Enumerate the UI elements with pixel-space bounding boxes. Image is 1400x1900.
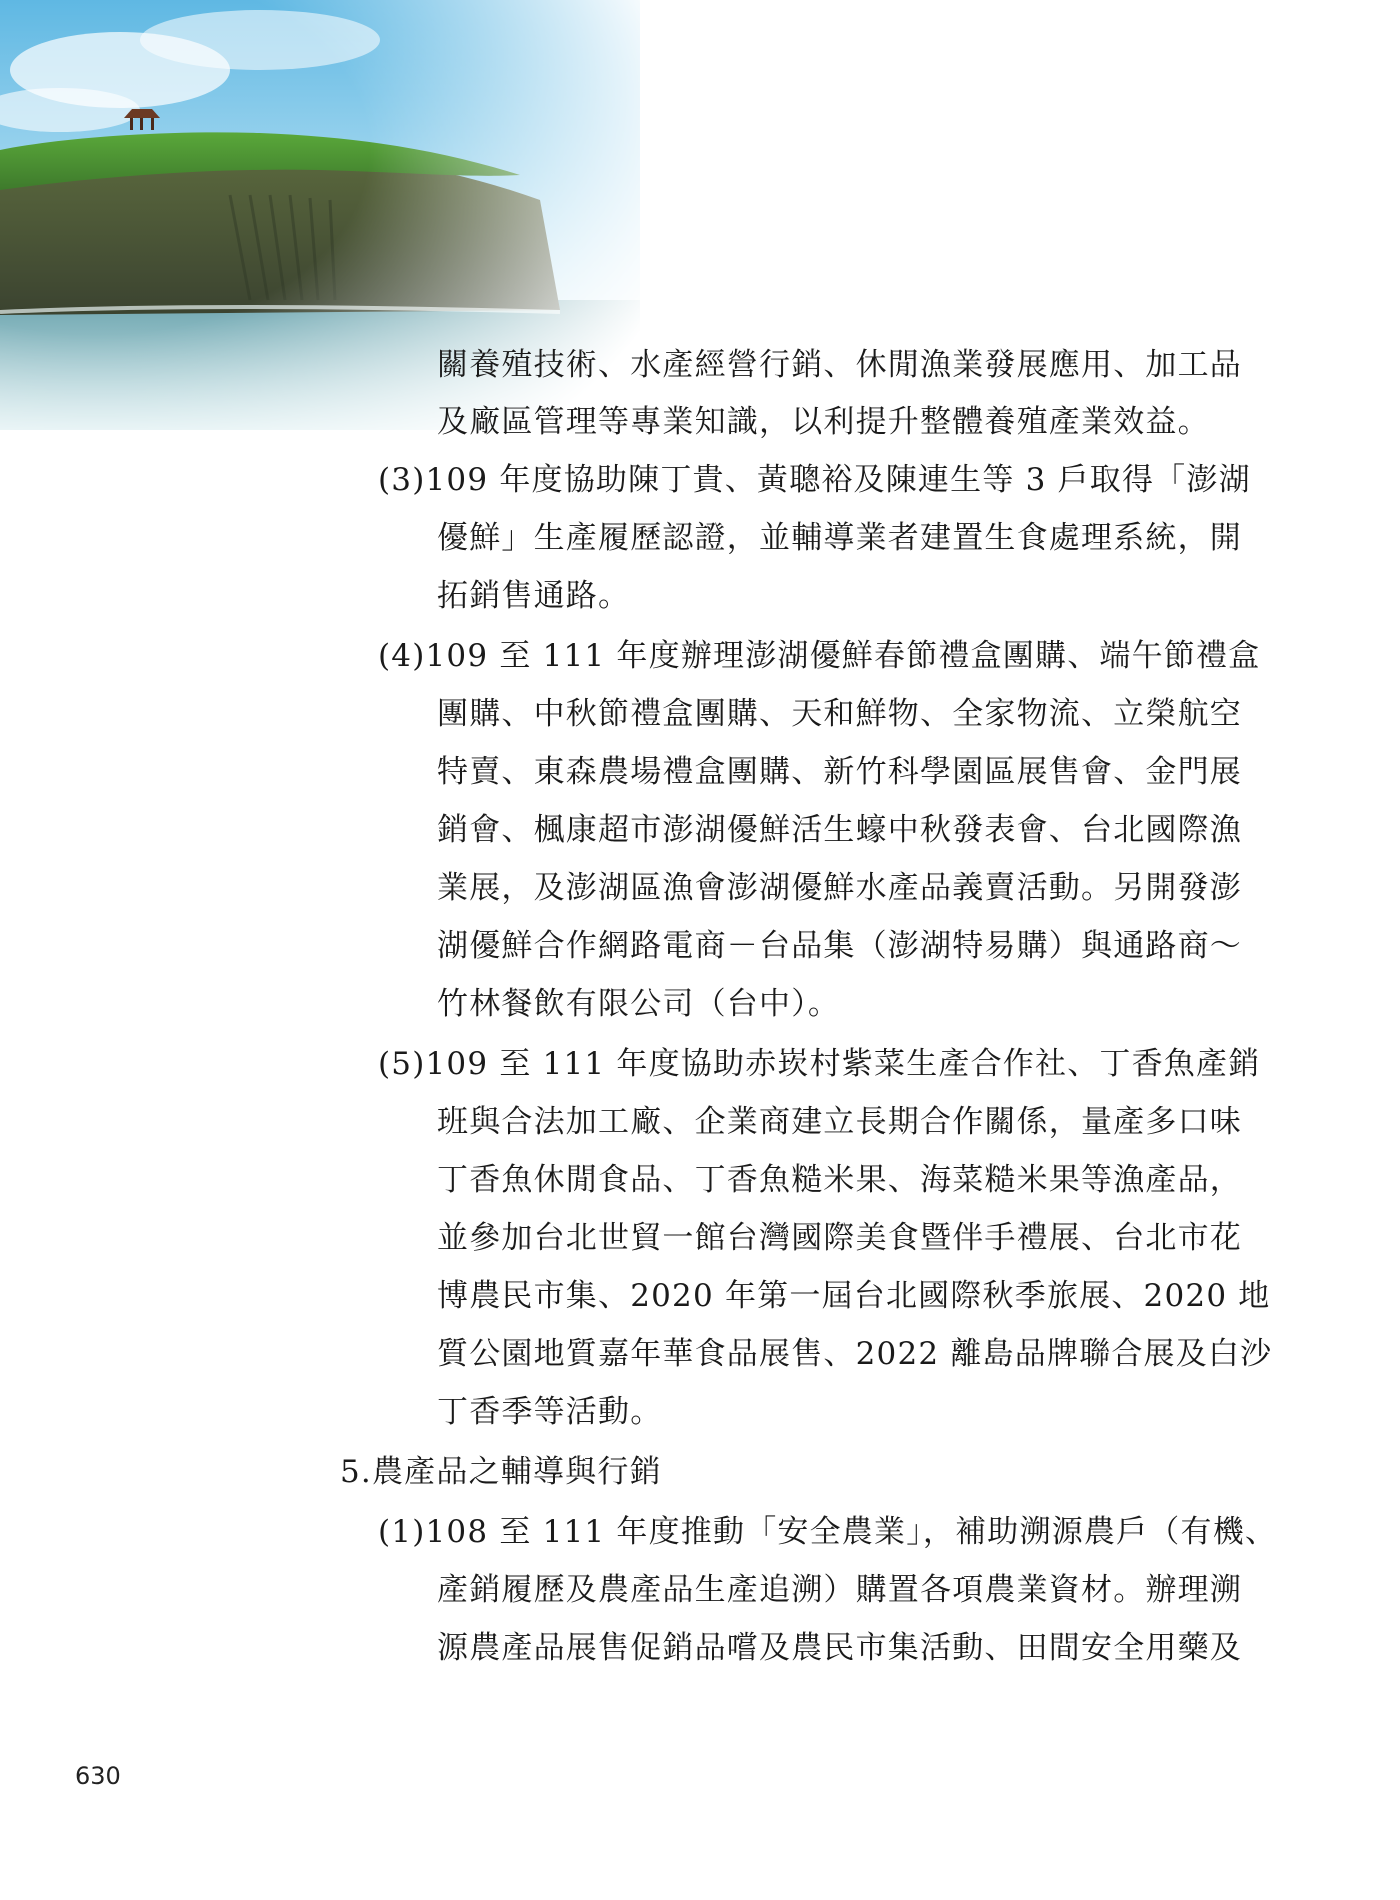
list-item-5-line: (5)109 至 111 年度協助赤崁村紫菜生產合作社、丁香魚產銷 [378, 1046, 1261, 1082]
text-line: 關養殖技術、水產經營行銷、休閒漁業發展應用、加工品 [437, 347, 1242, 383]
text-line: 拓銷售通路。 [437, 578, 631, 614]
text-line: 並參加台北世貿一館台灣國際美食暨伴手禮展、台北市花 [437, 1220, 1242, 1256]
text-line: 團購、中秋節禮盒團購、天和鮮物、全家物流、立榮航空 [437, 696, 1242, 732]
text-line: 丁香季等活動。 [437, 1394, 663, 1430]
text-line: 竹林餐飲有限公司（台中）。 [437, 986, 841, 1022]
list-item-1-line: (1)108 至 111 年度推動「安全農業」，補助溯源農戶（有機、 [378, 1514, 1278, 1550]
text-line: 產銷履歷及農產品生產追溯）購置各項農業資材。辦理溯 [437, 1572, 1242, 1608]
text-line: 班與合法加工廠、企業商建立長期合作關係，量產多口味 [437, 1104, 1242, 1140]
text-line: 特賣、東森農場禮盒團購、新竹科學園區展售會、金門展 [437, 754, 1242, 790]
page-number: 630 [75, 1762, 121, 1790]
list-item-4-line: (4)109 至 111 年度辦理澎湖優鮮春節禮盒團購、端午節禮盒 [378, 638, 1261, 674]
text-line: 優鮮」生產履歷認證，並輔導業者建置生食處理系統，開 [437, 520, 1242, 556]
text-line: 質公園地質嘉年華食品展售、2022 離島品牌聯合展及白沙 [437, 1336, 1273, 1372]
text-line: 丁香魚休閒食品、丁香魚糙米果、海菜糙米果等漁產品， [437, 1162, 1242, 1198]
text-line: 業展，及澎湖區漁會澎湖優鮮水產品義賣活動。另開發澎 [437, 870, 1242, 906]
section-heading: 5.農產品之輔導與行銷 [340, 1454, 662, 1490]
text-line: 湖優鮮合作網路電商－台品集（澎湖特易購）與通路商～ [437, 928, 1242, 964]
text-line: 銷會、楓康超市澎湖優鮮活生蠔中秋發表會、台北國際漁 [437, 812, 1242, 848]
text-line: 博農民市集、2020 年第一屆台北國際秋季旅展、2020 地 [437, 1278, 1271, 1314]
text-line: 源農產品展售促銷品嚐及農民市集活動、田間安全用藥及 [437, 1630, 1242, 1666]
list-item-3-line: (3)109 年度協助陳丁貴、黃聰裕及陳連生等 3 戶取得「澎湖 [378, 462, 1251, 498]
text-line: 及廠區管理等專業知識，以利提升整體養殖產業效益。 [437, 404, 1210, 440]
